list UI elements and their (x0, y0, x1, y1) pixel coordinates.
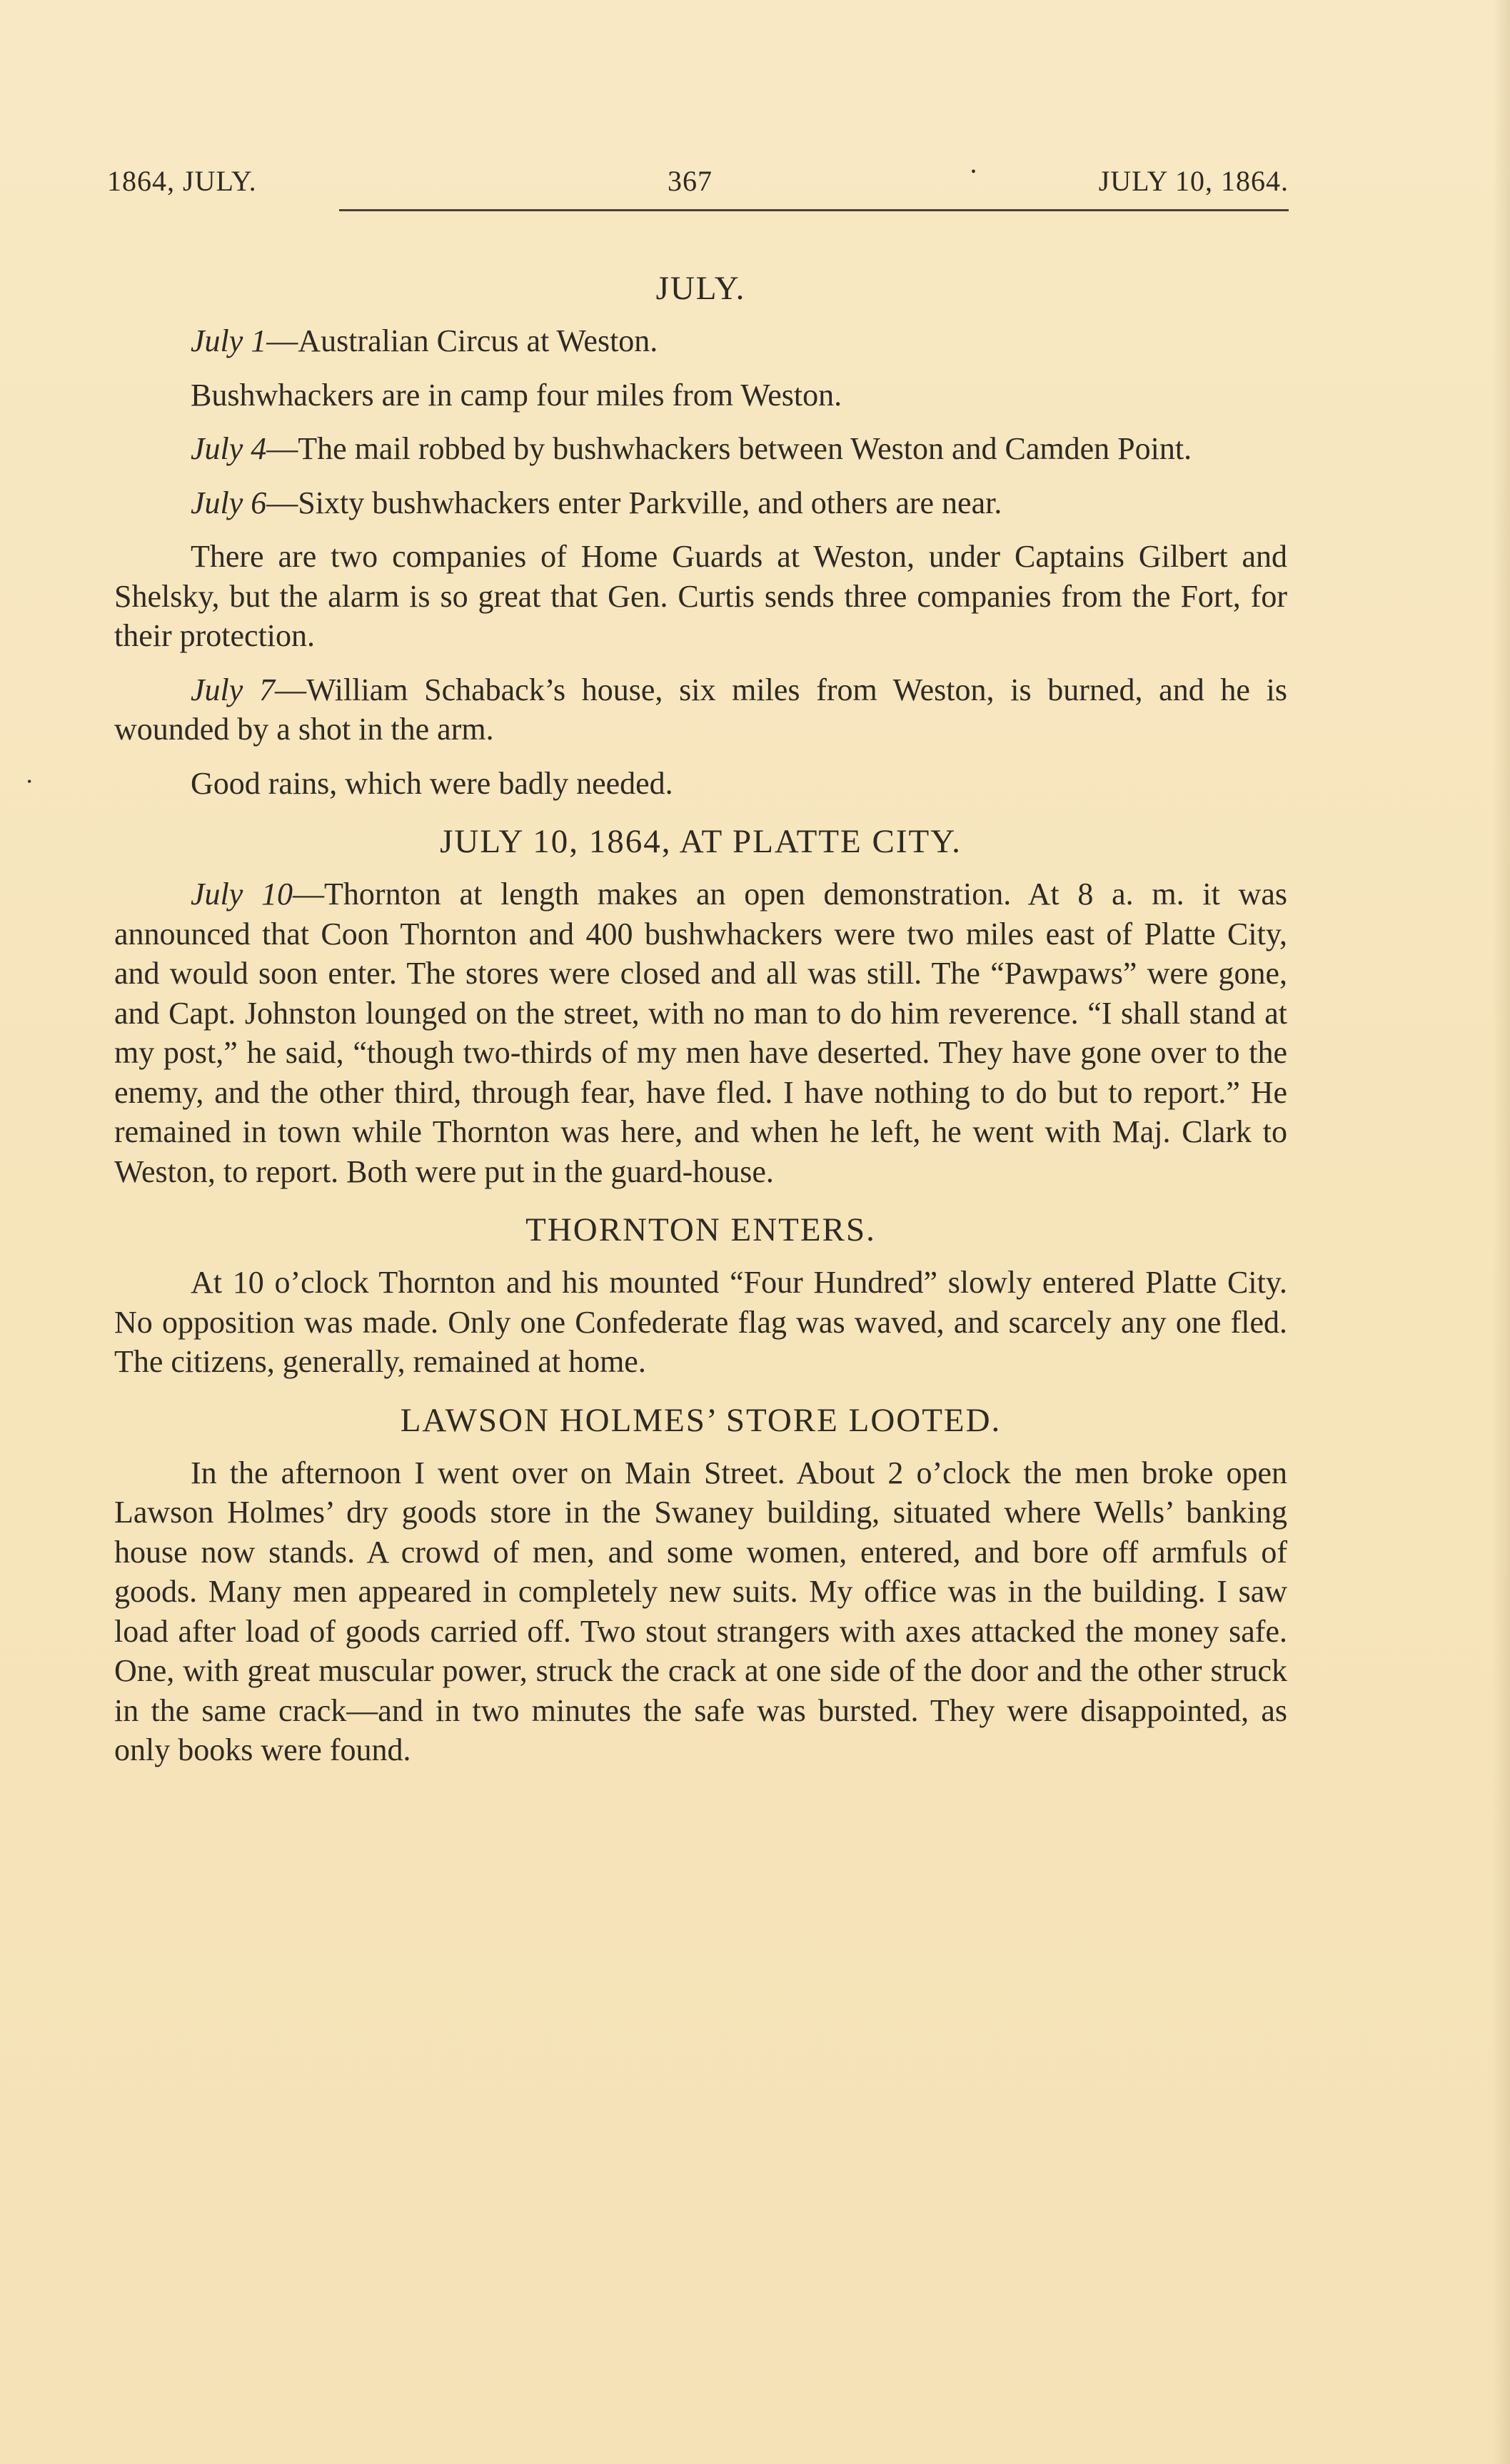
page-number: 367 (668, 165, 713, 197)
section-heading: LAWSON HOLMES’ STORE LOOTED. (400, 1401, 1002, 1439)
paragraph (114, 874, 1287, 1191)
running-head (107, 164, 1289, 207)
paragraph (114, 1453, 1287, 1770)
print-speck: • (971, 164, 977, 180)
section-heading: JULY 10, 1864, AT PLATTE CITY. (440, 823, 962, 860)
entry-text: Good rains, which were badly needed. (191, 765, 673, 801)
paragraph (114, 429, 1287, 469)
section-heading: THORNTON ENTERS. (525, 1211, 876, 1248)
section-heading: JULY. (655, 270, 746, 307)
entry-text: —The mail robbed by bushwhackers between Weston and Camden Point. (266, 431, 1192, 466)
paragraph (114, 670, 1287, 749)
page-body (114, 268, 1287, 1770)
paragraph (114, 483, 1287, 523)
entry-text: There are two companies of Home Guards at Weston, under Captains Gilbert and Shelsky, but the alarm is so great that Gen. Curtis sends three companies from the Fort, for their protection. (114, 539, 1287, 653)
entry-date: July 6 (191, 485, 267, 520)
entry-date: July 1 (191, 323, 267, 358)
entry-date: July 10 (191, 877, 293, 912)
entry-text: —Thornton at length makes an open demonstration. At 8 a. m. it was announced that Coon Thornton and 400 bushwhackers were two miles east of Platte City, and would soon enter. The stores were closed and all was still. The “Pawpaws” were gone, and Capt. Johnston lounged on the street, with no man to do him reverence. “I shall stand at my post,” he said, “though two-thirds of my men have deserted. They have gone over to the enemy, and the other third, through fear, have fled. I have nothing to do but to report.” He remained in town while Thornton was here, and when he left, he went with Maj. Clark to Weston, to report. Both were put in the guard-house. (114, 877, 1287, 1189)
paragraph (114, 537, 1287, 656)
running-head-left: 1864, JULY. (107, 165, 257, 197)
header-rule (339, 209, 1289, 211)
entry-text: At 10 o’clock Thornton and his mounted “Four Hundred” slowly entered Platte City. No opposition was made. Only one Confederate flag was waved, and scarcely any one fled. The citizens, generally, remained at home. (114, 1265, 1287, 1379)
entry-date: July 7 (191, 672, 275, 707)
entry-date: July 4 (191, 431, 267, 466)
running-head-right: JULY 10, 1864. (1098, 165, 1289, 197)
paragraph (114, 375, 1287, 415)
entry-text: In the afternoon I went over on Main Street. About 2 o’clock the men broke open Lawson Holmes’ dry goods store in the Swaney building, situated where Wells’ banking house now stands. A crowd of men, and some women, entered, and bore off armfuls of goods. Many men appeared in completely new suits. My office was in the building. I saw load after load of goods carried off. Two stout strangers with axes attacked the money safe. One, with great muscular power, struck the crack at one side of the door and the other struck in the same crack—and in two minutes the safe was bursted. They were disappointed, as only books were found. (114, 1455, 1287, 1767)
paragraph (114, 321, 1287, 361)
entry-text: —William Schaback’s house, six miles from Weston, is burned, and he is wounded by a shot in the arm. (114, 672, 1287, 747)
paragraph (114, 764, 1287, 804)
entry-text: —Australian Circus at Weston. (266, 323, 658, 358)
paragraph (114, 1263, 1287, 1382)
entry-text: Bushwhackers are in camp four miles from Weston. (191, 377, 842, 413)
page-edge-shading (1492, 0, 1510, 2464)
margin-mark: • (27, 774, 32, 789)
entry-text: —Sixty bushwhackers enter Parkville, and others are near. (266, 485, 1002, 520)
